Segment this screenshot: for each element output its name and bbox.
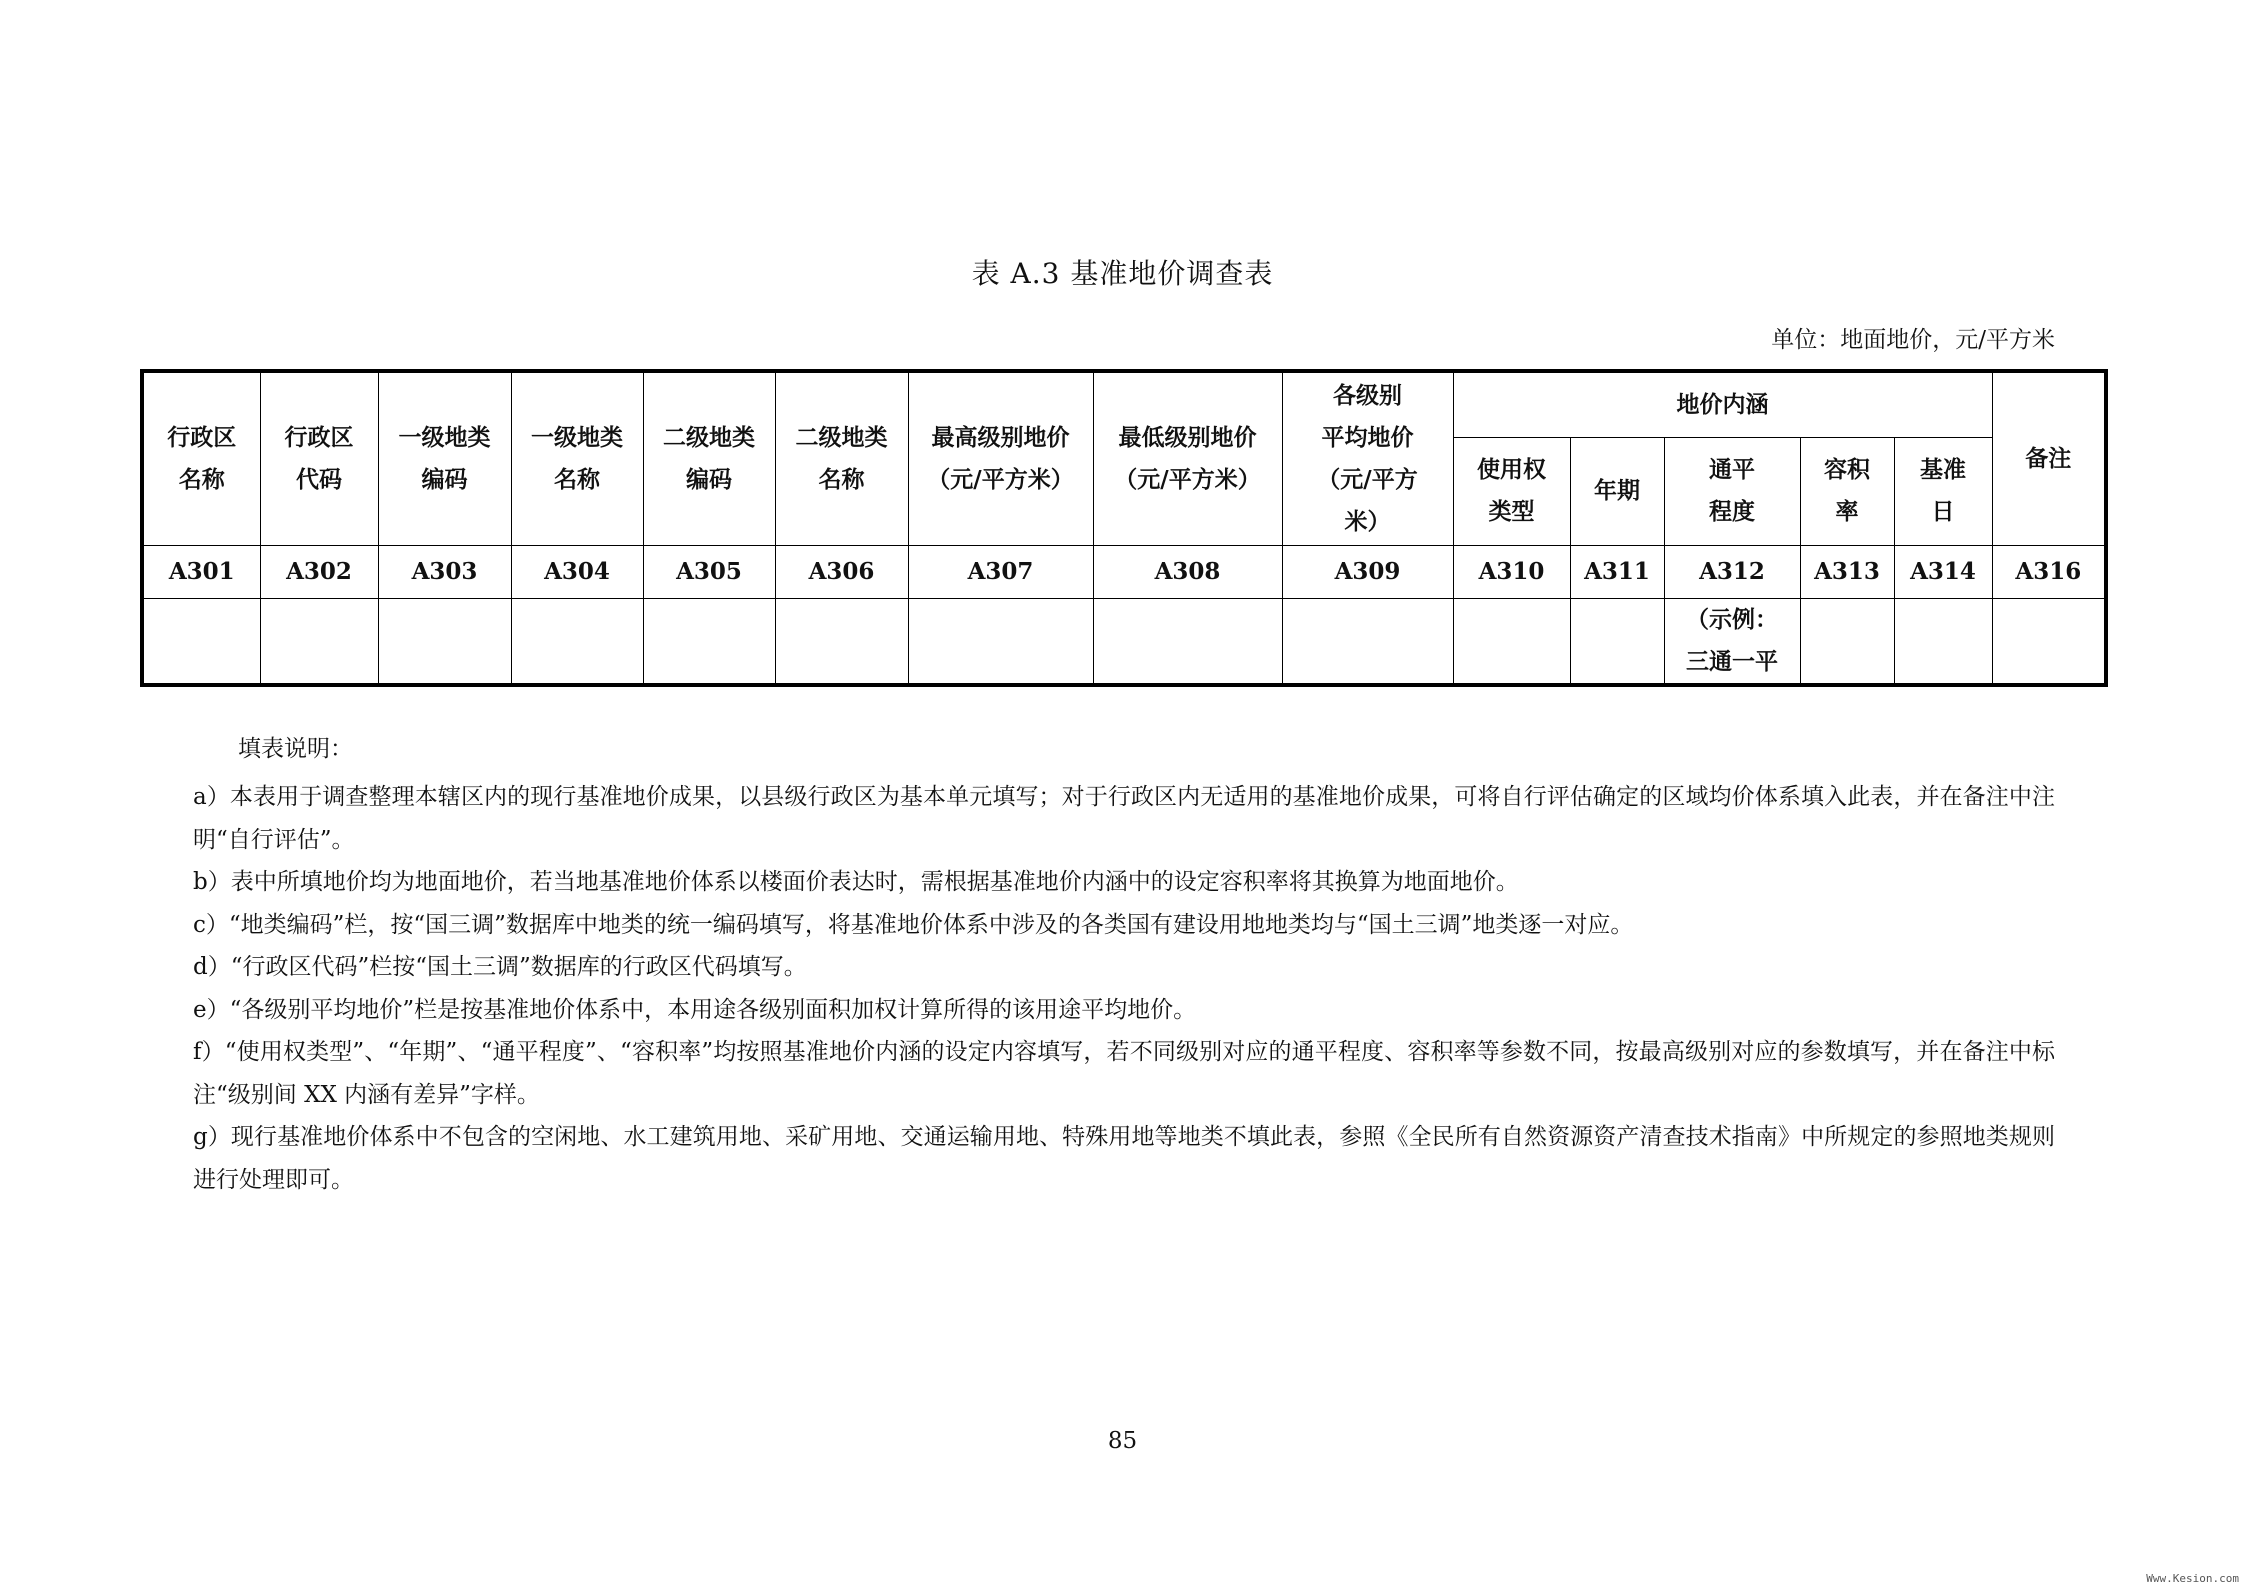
data-cell (908, 598, 1093, 685)
data-cell (142, 598, 260, 685)
header-plot-ratio: 容积 率 (1800, 437, 1894, 545)
header-max-price: 最高级别地价 （元/平方米） (908, 371, 1093, 545)
note-item: f）“使用权类型”、“年期”、“通平程度”、“容积率”均按照基准地价内涵的设定内容填写，若不同级别对应的通平程度、容积率等参数不同，按最高级别对应的参数填写，并在备注中标注“级别间 XX 内涵有差异”字样。 (193, 1039, 2055, 1108)
header-base-date: 基准 日 (1894, 437, 1992, 545)
code-cell: A316 (1992, 545, 2106, 598)
code-cell: A313 (1800, 545, 1894, 598)
code-cell: A311 (1570, 545, 1664, 598)
unit-note: 单位：地面地价，元/平方米 (1771, 327, 2055, 353)
land-price-survey-table (140, 369, 2108, 687)
table-title: 表 A.3 基准地价调查表 (971, 257, 1274, 290)
note-item: a）本表用于调查整理本辖区内的现行基准地价成果，以县级行政区为基本单元填写；对于行政区内无适用的基准地价成果，可将自行评估确定的区域均价体系填入此表，并在备注中注明“自行评估”。 (193, 784, 2055, 853)
notes-list (193, 776, 2055, 1201)
data-cell (1992, 598, 2106, 685)
code-cell: A310 (1453, 545, 1570, 598)
code-cell: A304 (511, 545, 643, 598)
code-cell: A312 (1664, 545, 1800, 598)
header-infrastructure-level: 通平 程度 (1664, 437, 1800, 545)
header-level2-code: 二级地类 编码 (643, 371, 775, 545)
header-min-price: 最低级别地价 （元/平方米） (1093, 371, 1282, 545)
data-row (142, 598, 2106, 685)
code-cell: A305 (643, 545, 775, 598)
code-cell: A307 (908, 545, 1093, 598)
note-item: g）现行基准地价体系中不包含的空闲地、水工建筑用地、采矿用地、交通运输用地、特殊用地等地类不填此表，参照《全民所有自然资源资产清查技术指南》中所规定的参照地类规则进行处理即可。 (193, 1124, 2055, 1193)
data-cell (1894, 598, 1992, 685)
data-cell (1093, 598, 1282, 685)
header-level2-name: 二级地类 名称 (775, 371, 908, 545)
header-right-type: 使用权 类型 (1453, 437, 1570, 545)
header-level1-name: 一级地类 名称 (511, 371, 643, 545)
page-number: 85 (1107, 1428, 1138, 1454)
code-cell: A302 (260, 545, 378, 598)
data-cell (1800, 598, 1894, 685)
data-cell (260, 598, 378, 685)
data-cell (1570, 598, 1664, 685)
header-term: 年期 (1570, 437, 1664, 545)
header-remarks: 备注 (1992, 371, 2106, 545)
header-price-connotation: 地价内涵 (1453, 371, 1992, 437)
note-item: c）“地类编码”栏，按“国三调”数据库中地类的统一编码填写，将基准地价体系中涉及的各类国有建设用地地类均与“国土三调”地类逐一对应。 (193, 911, 1634, 938)
note-item: e）“各级别平均地价”栏是按基准地价体系中，本用途各级别面积加权计算所得的该用途平均地价。 (193, 996, 1197, 1023)
note-item: d）“行政区代码”栏按“国土三调”数据库的行政区代码填写。 (193, 954, 807, 980)
header-level1-code: 一级地类 编码 (378, 371, 511, 545)
code-cell: A308 (1093, 545, 1282, 598)
data-cell (511, 598, 643, 685)
watermark: Www.Kesion.com (2146, 1572, 2239, 1585)
example-cell: （示例： 三通一平 (1664, 598, 1800, 685)
code-cell: A314 (1894, 545, 1992, 598)
code-cell: A309 (1282, 545, 1453, 598)
data-cell (643, 598, 775, 685)
data-cell (1282, 598, 1453, 685)
header-avg-price: 各级别 平均地价 （元/平方 米） (1282, 371, 1453, 545)
notes-title: 填表说明： (238, 736, 353, 762)
header-district-code: 行政区 代码 (260, 371, 378, 545)
code-cell: A303 (378, 545, 511, 598)
header-district-name: 行政区 名称 (142, 371, 260, 545)
data-cell (1453, 598, 1570, 685)
data-cell (378, 598, 511, 685)
code-row (142, 545, 2106, 598)
code-cell: A301 (142, 545, 260, 598)
data-cell (775, 598, 908, 685)
code-cell: A306 (775, 545, 908, 598)
note-item: b）表中所填地价均为地面地价，若当地基准地价体系以楼面价表达时，需根据基准地价内涵中的设定容积率将其换算为地面地价。 (193, 869, 1519, 895)
